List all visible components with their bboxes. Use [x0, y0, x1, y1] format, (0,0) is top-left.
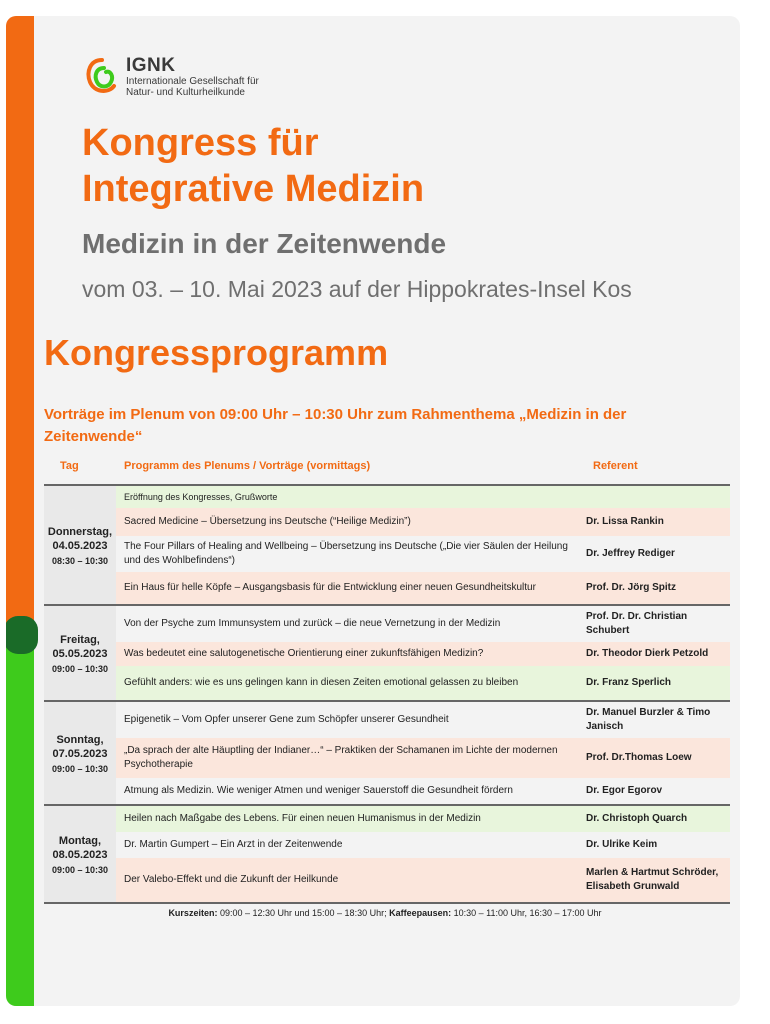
- table-row: [116, 606, 730, 642]
- speaker-name: Prof. Dr. Dr. Christian Schubert: [586, 611, 688, 636]
- day-name: Sonntag,: [56, 733, 104, 746]
- course-times-label: Kurszeiten:: [168, 908, 218, 918]
- orange-side-bar: [6, 16, 34, 636]
- table-row: [116, 832, 730, 858]
- course-times-footer: [0, 908, 770, 918]
- side-bar-marker: [6, 616, 38, 654]
- talk-title: The Four Pillars of Healing and Wellbeing – Übersetzung ins Deutsche („Die vier Säulen der Heilung und des Wohlbefindens“): [124, 541, 568, 566]
- ignk-logo: [84, 56, 259, 98]
- day-time: 09:00 – 10:30: [51, 763, 109, 774]
- table-row: [116, 858, 730, 902]
- course-times-text: 09:00 – 12:30 Uhr und 15:00 – 18:30 Uhr;: [217, 908, 390, 918]
- speaker-name: Dr. Theodor Dierk Petzold: [586, 648, 709, 659]
- day-date: 08.05.2023: [52, 848, 108, 861]
- table-row: [116, 778, 730, 804]
- day-cell: [44, 702, 116, 804]
- talk-title: Epigenetik – Vom Opfer unserer Gene zum Schöpfer unserer Gesundheit: [124, 714, 449, 725]
- day-name: Donnerstag,: [47, 525, 113, 538]
- day-time: 08:30 – 10:30: [51, 555, 109, 566]
- table-row: [116, 536, 730, 572]
- table-row: [116, 666, 730, 700]
- talk-title: Dr. Martin Gumpert – Ein Arzt in der Zeitenwende: [124, 839, 343, 850]
- talk-title: Der Valebo-Effekt und die Zukunft der Heilkunde: [124, 874, 339, 885]
- table-row: [116, 806, 730, 832]
- speaker-name: Dr. Franz Sperlich: [586, 677, 672, 688]
- program-intro: Vorträge im Plenum von 09:00 Uhr – 10:30 Uhr zum Rahmenthema „Medizin in der Zeitenwende“: [44, 406, 627, 445]
- day-cell: [44, 486, 116, 604]
- coffee-break-label: Kaffeepausen:: [389, 908, 452, 918]
- day-date: 07.05.2023: [52, 747, 108, 760]
- logo-subtitle-line2: Natur- und Kulturheilkunde: [126, 87, 245, 98]
- speaker-name: Dr. Jeffrey Rediger: [586, 548, 675, 559]
- day-block-sunday: [44, 700, 730, 804]
- day-cell: [44, 806, 116, 902]
- talk-title: Ein Haus für helle Köpfe – Ausgangsbasis für die Entwicklung einer neuen Gesundheitskultur: [124, 582, 536, 593]
- speaker-name: Dr. Egor Egorov: [586, 785, 663, 796]
- day-block-thursday: [44, 484, 730, 604]
- talk-title: Gefühlt anders: wie es uns gelingen kann in diesen Zeiten emotional gelassen zu bleiben: [124, 677, 519, 688]
- table-row: [116, 508, 730, 536]
- header-speaker: Referent: [593, 460, 638, 472]
- day-date: 04.05.2023: [52, 539, 108, 552]
- talk-title: Sacred Medicine – Übersetzung ins Deutsche (“Heilige Medizin”): [124, 516, 411, 527]
- table-row: [116, 572, 730, 604]
- talk-title: Atmung als Medizin. Wie weniger Atmen und weniger Sauerstoff die Gesundheit fördern: [124, 785, 513, 796]
- speaker-name: Dr. Manuel Burzler & Timo Janisch: [586, 707, 711, 732]
- table-row: [116, 738, 730, 778]
- speaker-name: Prof. Dr.Thomas Loew: [586, 752, 692, 763]
- speaker-name: Marlen & Hartmut Schröder, Elisabeth Grunwald: [586, 867, 719, 892]
- day-time: 09:00 – 10:30: [51, 663, 109, 674]
- talk-title: Heilen nach Maßgabe des Lebens. Für einen neuen Humanismus in der Medizin: [124, 813, 481, 824]
- day-name: Montag,: [58, 834, 102, 847]
- program-heading: Kongressprogramm: [44, 332, 389, 373]
- speaker-name: Dr. Ulrike Keim: [586, 839, 658, 850]
- logo-subtitle-line1: Internationale Gesellschaft für: [126, 76, 259, 87]
- title-line-1: Kongress für: [82, 122, 319, 164]
- table-row: [116, 642, 730, 666]
- header-program: Programm des Plenums / Vorträge (vormittags): [124, 460, 371, 472]
- congress-title: [82, 120, 424, 212]
- program-table: [44, 484, 730, 904]
- talk-title: Von der Psyche zum Immunsystem und zurück – die neue Vernetzung in der Medizin: [124, 618, 501, 629]
- logo-name: IGNK: [126, 55, 176, 76]
- speaker-name: Dr. Lissa Rankin: [586, 516, 664, 527]
- title-line-2: Integrative Medizin: [82, 168, 425, 210]
- spiral-logo-icon: [84, 56, 120, 98]
- table-bottom-rule: [44, 902, 730, 904]
- coffee-break-text: 10:30 – 11:00 Uhr, 16:30 – 17:00 Uhr: [451, 908, 602, 918]
- day-name: Freitag,: [60, 633, 100, 646]
- speaker-name: Prof. Dr. Jörg Spitz: [586, 582, 677, 593]
- day-cell: [44, 606, 116, 700]
- talk-title: Was bedeutet eine salutogenetische Orientierung einer zukunftsfähigen Medizin?: [124, 648, 484, 659]
- speaker-name: Dr. Christoph Quarch: [586, 813, 688, 824]
- table-row: [116, 702, 730, 738]
- header-day: Tag: [60, 460, 79, 472]
- day-block-monday: [44, 804, 730, 902]
- talk-title: „Da sprach der alte Häuptling der Indianer…“ – Praktiken der Schamanen im Lichte der modernen Psychotherapie: [124, 745, 558, 770]
- day-date: 05.05.2023: [52, 647, 108, 660]
- day-block-friday: [44, 604, 730, 700]
- opening-text: Eröffnung des Kongresses, Grußworte: [124, 492, 278, 502]
- date-location-line: vom 03. – 10. Mai 2023 auf der Hippokrates-Insel Kos: [82, 276, 632, 302]
- table-row: [116, 486, 730, 508]
- congress-subtitle: Medizin in der Zeitenwende: [82, 228, 447, 259]
- day-time: 09:00 – 10:30: [51, 864, 109, 875]
- green-side-bar: [6, 636, 34, 1006]
